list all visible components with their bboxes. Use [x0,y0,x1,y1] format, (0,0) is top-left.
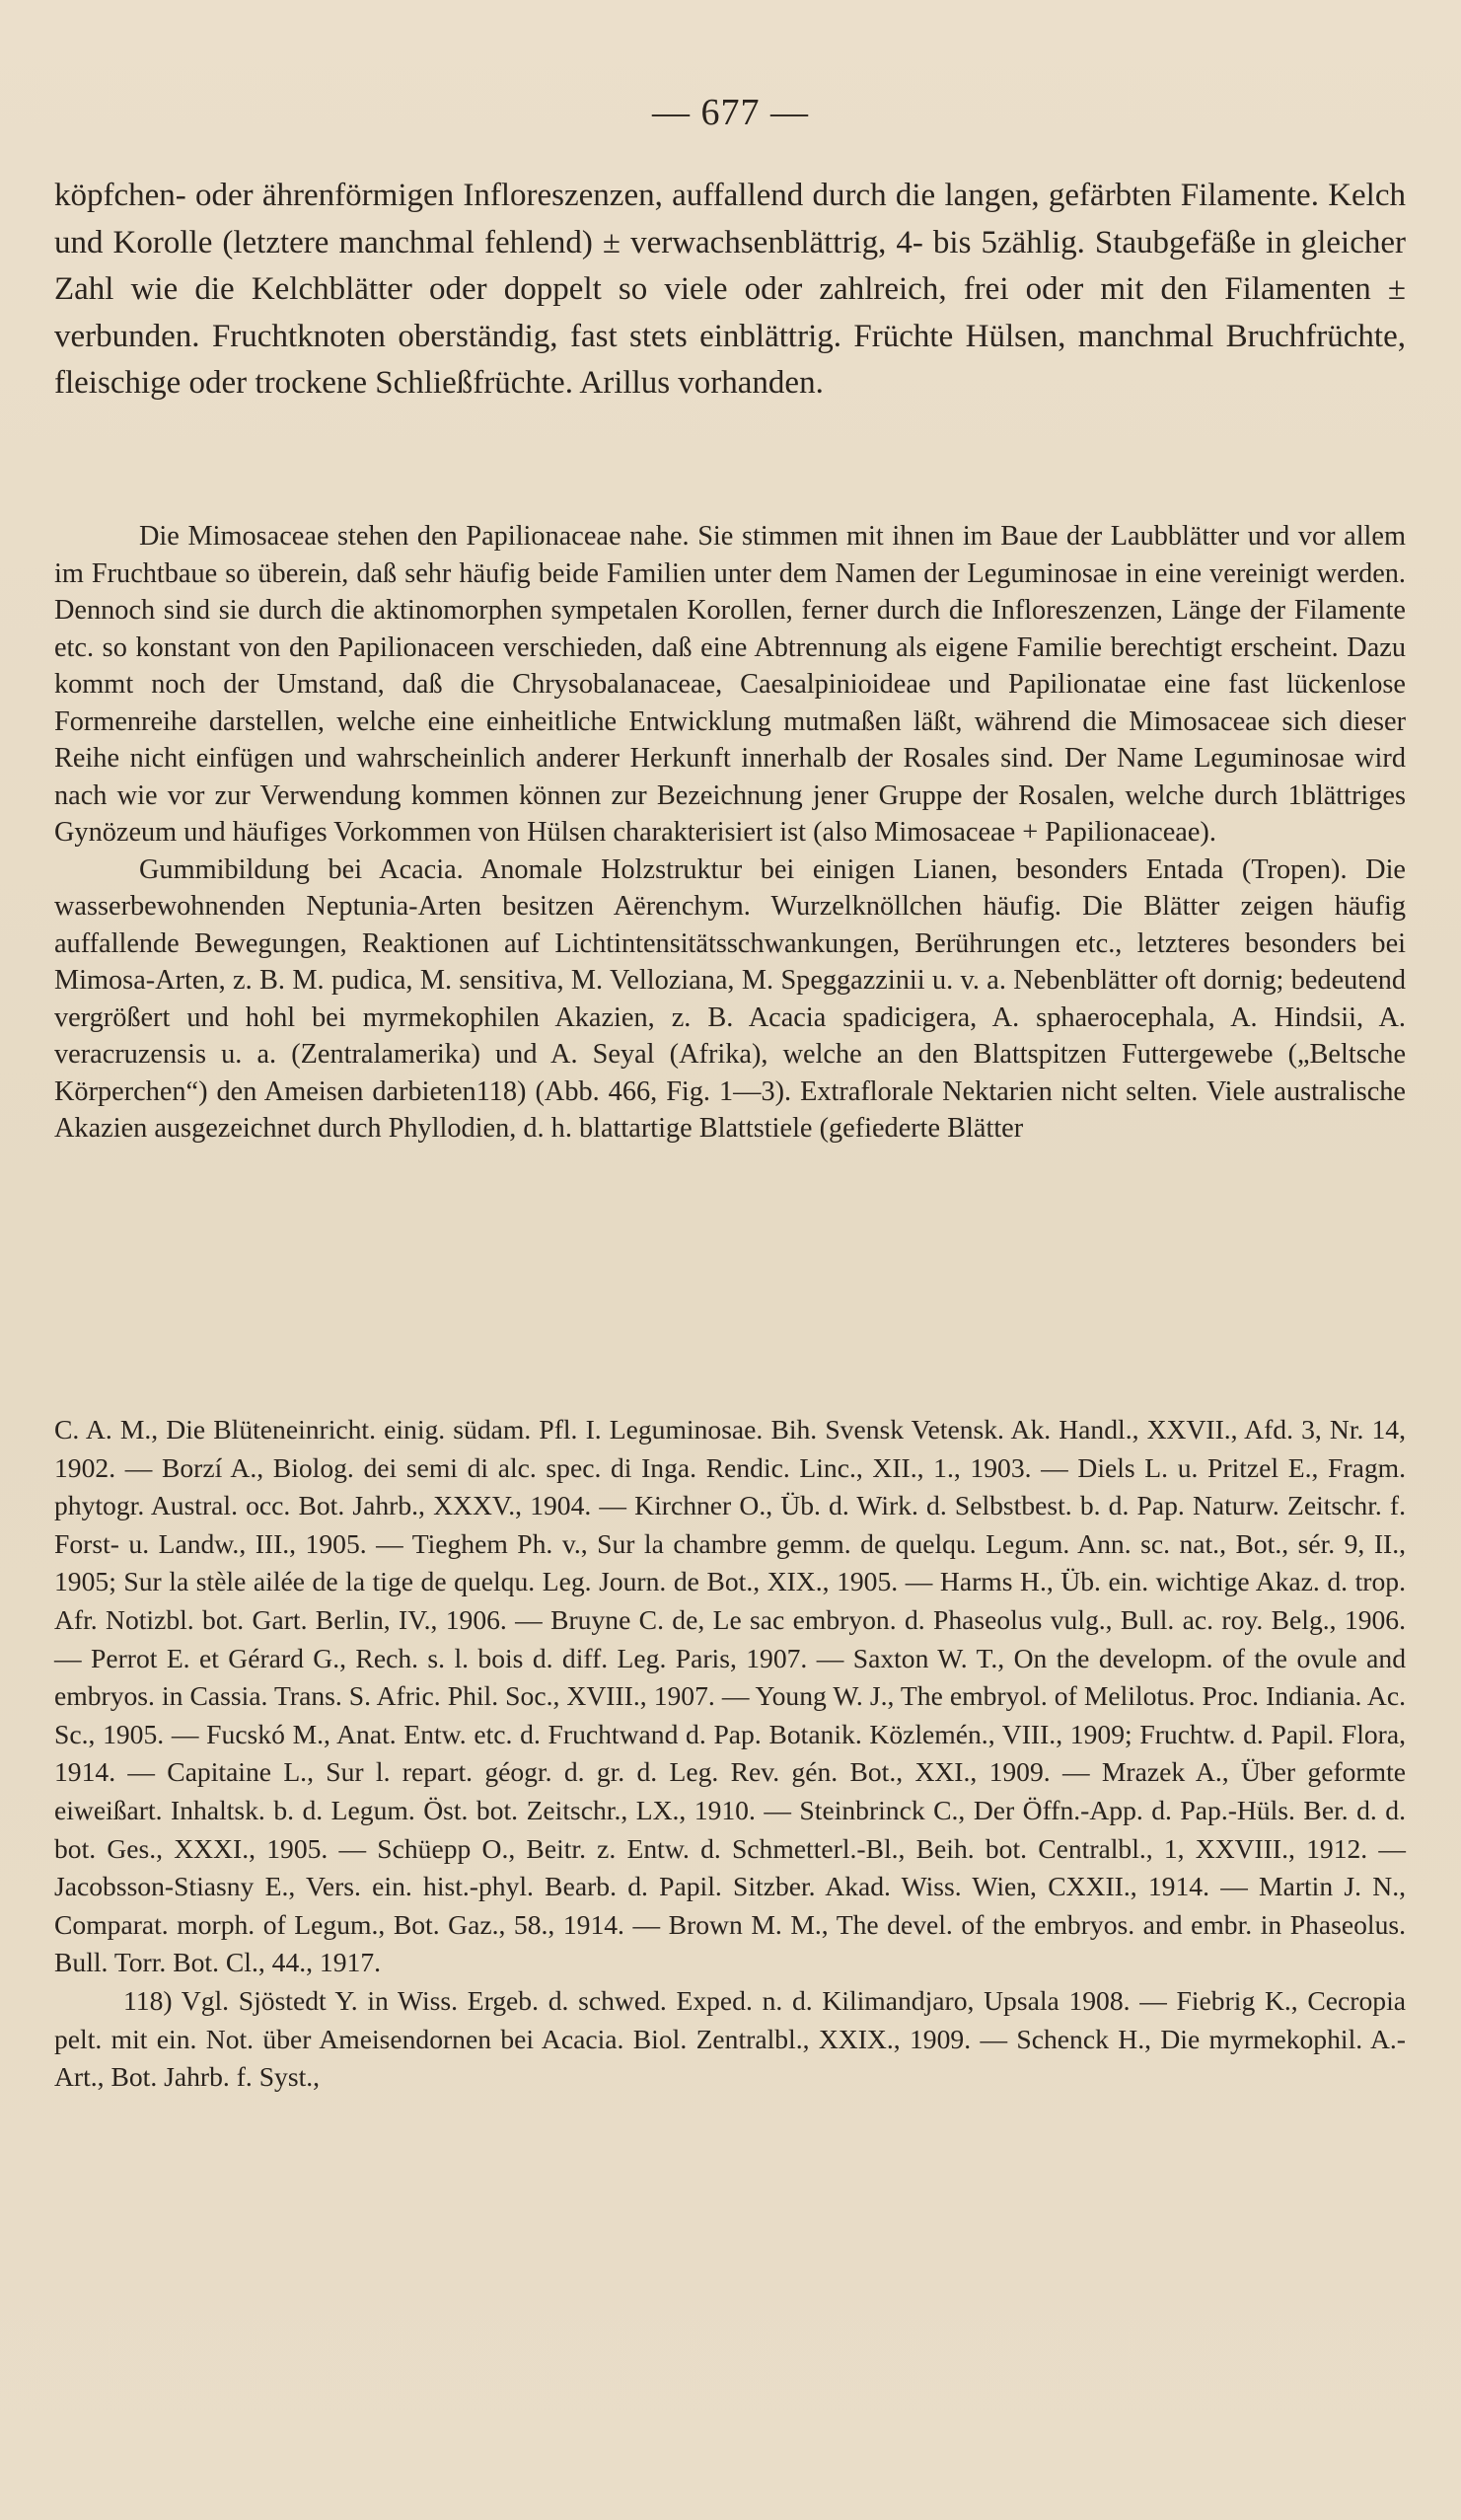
footnote-118: 118) Vgl. Sjöstedt Y. in Wiss. Ergeb. d. schwed. Exped. n. d. Kilimandjaro, Upsala 1908. — Fiebrig K., Cecropia pelt. mit ein. Not. über Ameisendornen bei Acacia. Biol. Zentralbl., XXIX., 1909. — Schenck H., Die myrmekophil. A.-Art., Bot. Jahrb. f. Syst., [54,1984,1406,2093]
discussion-paragraph-1: Die Mimosaceae stehen den Papilionaceae nahe. Sie stimmen mit ihnen im Baue der Laubblätter und vor allem im Fruchtbaue so überein, daß sehr häufig beide Familien unter dem Namen der Leguminosae in eine vereinigt werden. Dennoch sind sie durch die aktinomorphen sympetalen Korollen, ferner durch die Infloreszenzen, Länge der Filamente etc. so konstant von den Papilionaceen verschieden, daß eine Abtrennung als eigene Familie berechtigt erscheint. Dazu kommt noch der Umstand, daß die Chrysobalanaceae, Caesalpinioideae und Papilionatae eine fast lückenlose Formenreihe darstellen, welche eine einheitliche Entwicklung mutmaßen läßt, während die Mimosaceae sich dieser Reihe nicht einfügen und wahrscheinlich anderer Herkunft innerhalb der Rosales sind. Der Name Leguminosae wird nach wie vor zur Verwendung kommen können zur Bezeichnung jener Gruppe der Rosalen, welche durch 1blättriges Gynözeum und häufiges Vorkommen von Hülsen charakterisiert ist (also Mimosaceae + Papilionaceae). [54,521,1406,848]
page-number: — 677 — [652,92,809,133]
discussion-block [54,518,1406,1148]
footnotes-block [54,1411,1406,2097]
main-text-block [54,173,1406,408]
main-paragraph: köpfchen- oder ährenförmigen Infloreszenzen, auffallend durch die langen, gefärbten Filamente. Kelch und Korolle (letztere manchmal fehlend) ± verwachsenblättrig, 4- bis 5zählig. Staubgefäße in gleicher Zahl wie die Kelchblätter oder doppelt so viele oder zahlreich, frei oder mit den Filamenten ± verbunden. Fruchtknoten oberständig, fast stets einblättrig. Früchte Hülsen, manchmal Bruchfrüchte, fleischige oder trockene Schließfrüchte. Arillus vorhanden. [54,178,1406,401]
footnote-bibliography: C. A. M., Die Blüteneinricht. einig. südam. Pfl. I. Leguminosae. Bih. Svensk Vetensk. Ak. Handl., XXVII., Afd. 3, Nr. 14, 1902. — Borzí A., Biolog. dei semi di alc. spec. di Inga. Rendic. Linc., XII., 1., 1903. — Diels L. u. Pritzel E., Fragm. phytogr. Austral. occ. Bot. Jahrb., XXXV., 1904. — Kirchner O., Üb. d. Wirk. d. Selbstbest. b. d. Pap. Naturw. Zeitschr. f. Forst- u. Landw., III., 1905. — Tieghem Ph. v., Sur la chambre gemm. de quelqu. Legum. Ann. sc. nat., Bot., sér. 9, II., 1905; Sur la stèle ailée de la tige de quelqu. Leg. Journ. de Bot., XIX., 1905. — Harms H., Üb. ein. wichtige Akaz. d. trop. Afr. Notizbl. bot. Gart. Berlin, IV., 1906. — Bruyne C. de, Le sac embryon. d. Phaseolus vulg., Bull. ac. roy. Belg., 1906. — Perrot E. et Gérard G., Rech. s. l. bois d. diff. Leg. Paris, 1907. — Saxton W. T., On the developm. of the ovule and embryos. in Cassia. Trans. S. Afric. Phil. Soc., XVIII., 1907. — Young W. J., The embryol. of Melilotus. Proc. Indiania. Ac. Sc., 1905. — Fucskó M., Anat. Entw. etc. d. Fruchtwand d. Pap. Botanik. Közlemén., VIII., 1909; Fruchtw. d. Papil. Flora, 1914. — Capitaine L., Sur l. repart. géogr. d. gr. d. Leg. Rev. gén. Bot., XXI., 1909. — Mrazek A., Über geformte eiweißart. Inhaltsk. b. d. Legum. Öst. bot. Zeitschr., LX., 1910. — Steinbrinck C., Der Öffn.-App. d. Pap.-Hüls. Ber. d. d. bot. Ges., XXXI., 1905. — Schüepp O., Beitr. z. Entw. d. Schmetterl.-Bl., Beih. bot. Centralbl., 1, XXVIII., 1912. — Jacobsson-Stiasny E., Vers. ein. hist.-phyl. Bearb. d. Papil. Sitzber. Akad. Wiss. Wien, CXXII., 1914. — Martin J. N., Comparat. morph. of Legum., Bot. Gaz., 58., 1914. — Brown M. M., The devel. of the embryos. and embr. in Phaseolus. Bull. Torr. Bot. Cl., 44., 1917. [54,1414,1406,1978]
discussion-paragraph-2: Gummibildung bei Acacia. Anomale Holzstruktur bei einigen Lianen, besonders Entada (Tropen). Die wasserbewohnenden Neptunia-Arten besitzen Aërenchym. Wurzelknöllchen häufig. Die Blätter zeigen häufig auffallende Bewegungen, Reaktionen auf Lichtintensitätsschwankungen, Berührungen etc., letzteres besonders bei Mimosa-Arten, z. B. M. pudica, M. sensitiva, M. Velloziana, M. Speggazzinii u. v. a. Nebenblätter oft dornig; bedeutend vergrößert und hohl bei myrmekophilen Akazien, z. B. Acacia spadicigera, A. sphaerocephala, A. Hindsii, A. veracruzensis u. a. (Zentralamerika) und A. Seyal (Afrika), welche an den Blattspitzen Futtergewebe („Beltsche Körperchen“) den Ameisen darbieten118) (Abb. 466, Fig. 1—3). Extraflorale Nektarien nicht selten. Viele australische Akazien ausgezeichnet durch Phyllodien, d. h. blattartige Blattstiele (gefiederte Blätter [54,853,1406,1144]
